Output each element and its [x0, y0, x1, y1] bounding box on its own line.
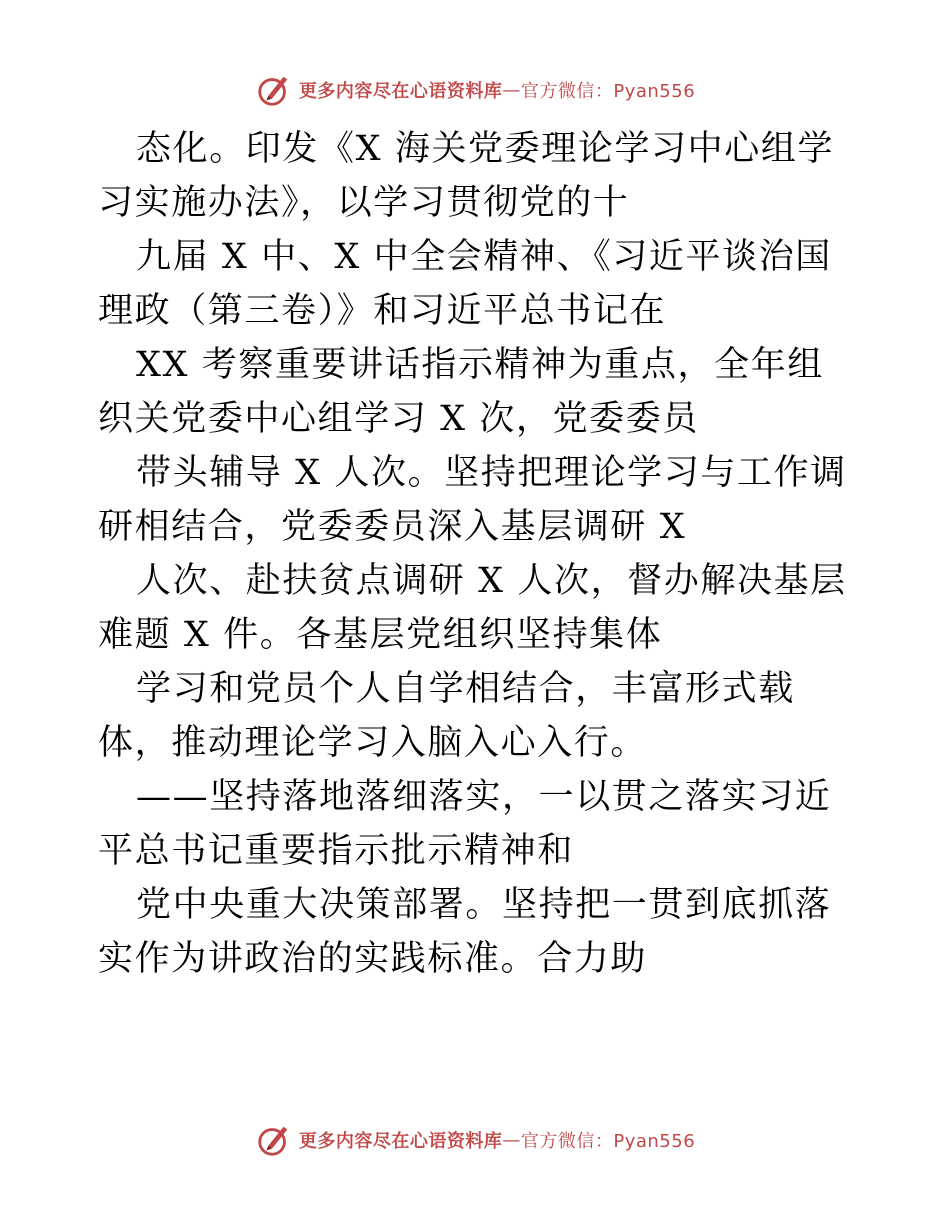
- paragraph: 学习和党员个人自学相结合，丰富形式载体，推动理论学习入脑入心入行。: [98, 669, 795, 763]
- header-banner: [0, 70, 950, 110]
- pen-logo-icon: [255, 1121, 293, 1159]
- footer-banner: [0, 1120, 950, 1160]
- pen-logo-icon: [255, 71, 293, 109]
- paragraph: 党中央重大决策部署。坚持把一贯到底抓落实作为讲政治的实践标准。合力助: [98, 885, 832, 979]
- banner-separator: —: [502, 79, 521, 101]
- paragraph: 九届 X 中、X 中全会精神、《习近平谈治国理政（第三卷）》和习近平总书记在: [98, 237, 832, 331]
- paragraph: 态化。印发《X 海关党委理论学习中心组学习实施办法》，以学习贯彻党的十: [98, 129, 835, 223]
- paragraph: 带头辅导 X 人次。坚持把理论学习与工作调研相结合，党委委员深入基层调研 X: [98, 453, 847, 547]
- banner-separator: —: [502, 1129, 521, 1151]
- banner-brand-text: 更多内容尽在心语资料库: [298, 1131, 503, 1152]
- banner-wechat-text: 官方微信：Pyan556: [520, 1131, 696, 1152]
- banner-wechat-text: 官方微信：Pyan556: [520, 81, 696, 102]
- paragraph: ——坚持落地落细落实，一以贯之落实习近平总书记重要指示批示精神和: [98, 777, 832, 871]
- paragraph: XX 考察重要讲话指示精神为重点，全年组织关党委中心组学习 X 次，党委委员: [98, 345, 824, 439]
- paragraph: 人次、赴扶贫点调研 X 人次，督办解决基层难题 X 件。各基层党组织坚持集体: [98, 561, 847, 655]
- banner-brand-text: 更多内容尽在心语资料库: [298, 81, 503, 102]
- document-body: [98, 122, 858, 986]
